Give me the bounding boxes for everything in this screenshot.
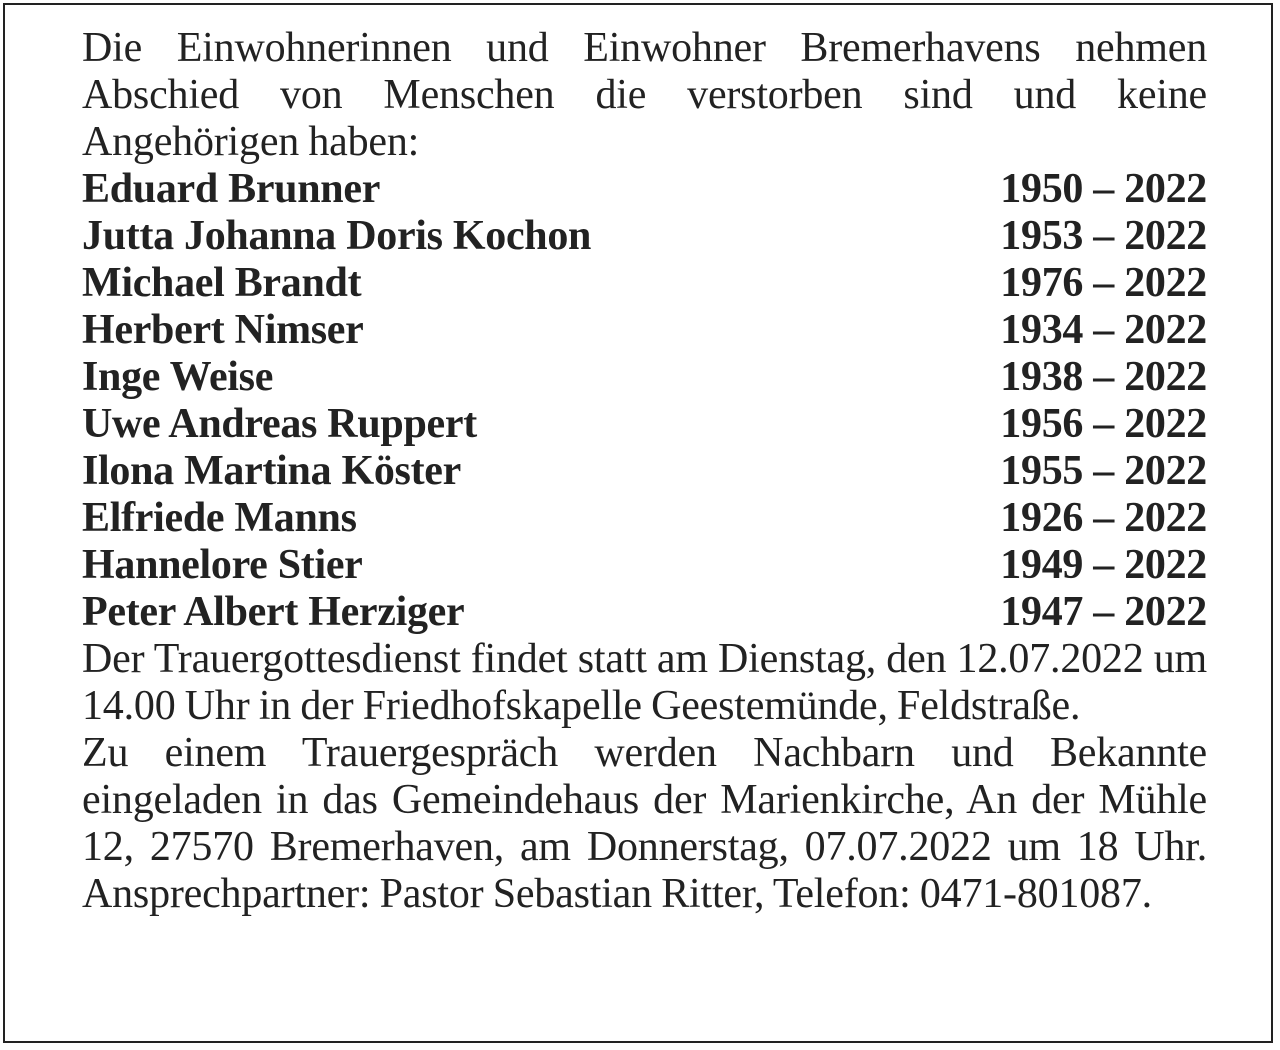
deceased-row (82, 448, 1207, 495)
deceased-name: Jutta Johanna Doris Kochon (82, 213, 592, 259)
deceased-row (82, 542, 1207, 589)
deceased-years: 1956 – 2022 (1000, 401, 1207, 447)
deceased-row (82, 213, 1207, 260)
deceased-name: Peter Albert Herziger (82, 589, 465, 635)
intro-paragraph: Die Einwohnerinnen und Einwohner Bremerhavens nehmen Abschied von Menschen die verstorben sind und keine Angehörigen haben: (82, 25, 1207, 165)
deceased-row (82, 260, 1207, 307)
notice-frame (3, 3, 1273, 1043)
deceased-row (82, 495, 1207, 542)
deceased-years: 1953 – 2022 (1000, 213, 1207, 259)
deceased-row (82, 166, 1207, 213)
deceased-years: 1947 – 2022 (1000, 589, 1207, 635)
conversation-paragraph: Zu einem Trauergespräch werden Nachbarn und Bekannte eingeladen in das Gemeindehaus der Marienkirche, An der Mühle 12, 27570 Bremerhaven, am Donnerstag, 07.07.2022 um 18 Uhr. Ansprechpartner: Pastor Sebastian Ritter, Telefon: 0471-801087. (82, 730, 1207, 917)
deceased-years: 1926 – 2022 (1000, 495, 1207, 541)
deceased-name: Michael Brandt (82, 260, 362, 306)
deceased-name: Herbert Nimser (82, 307, 364, 353)
deceased-row (82, 307, 1207, 354)
notice-content (82, 25, 1207, 918)
deceased-years: 1934 – 2022 (1000, 307, 1207, 353)
service-paragraph: Der Trauergottesdienst findet statt am Dienstag, den 12.07.2022 um 14.00 Uhr in der Friedhofskapelle Geestemünde, Feldstraße. (82, 636, 1207, 729)
deceased-name: Inge Weise (82, 354, 274, 400)
deceased-years: 1950 – 2022 (1000, 166, 1207, 212)
deceased-name: Elfriede Manns (82, 495, 357, 541)
deceased-name: Hannelore Stier (82, 542, 363, 588)
deceased-years: 1949 – 2022 (1000, 542, 1207, 588)
deceased-row (82, 354, 1207, 401)
deceased-years: 1955 – 2022 (1000, 448, 1207, 494)
deceased-name: Ilona Martina Köster (82, 448, 461, 494)
deceased-years: 1976 – 2022 (1000, 260, 1207, 306)
deceased-name: Eduard Brunner (82, 166, 381, 212)
deceased-row (82, 401, 1207, 448)
deceased-row (82, 589, 1207, 636)
deceased-name: Uwe Andreas Ruppert (82, 401, 477, 447)
deceased-list (82, 166, 1207, 636)
deceased-years: 1938 – 2022 (1000, 354, 1207, 400)
